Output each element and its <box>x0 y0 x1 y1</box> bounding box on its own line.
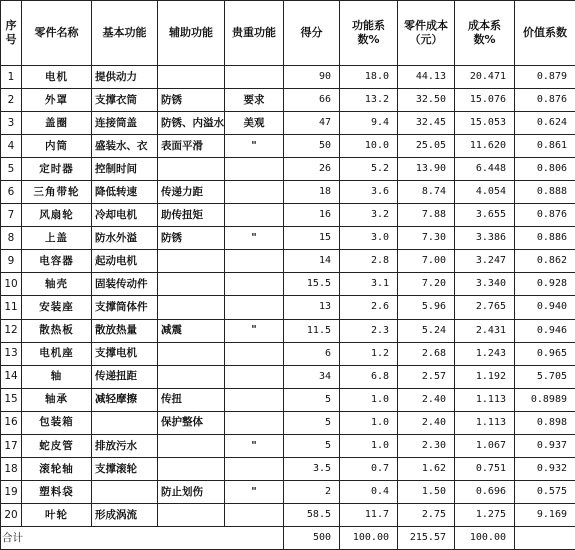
cell-value-coef: 0.937 <box>515 434 575 457</box>
cell-value-coef: 0.879 <box>515 66 575 89</box>
cell-index: 20 <box>1 503 22 526</box>
table-row <box>1 250 575 273</box>
cell-score: 5 <box>284 388 340 411</box>
table-row <box>1 319 575 342</box>
cell-part-cost: 13.90 <box>398 158 455 181</box>
cell-value-coef: 9.169 <box>515 503 575 526</box>
header-function-coef: 功能系数% <box>340 1 398 66</box>
cell-part-cost: 44.13 <box>398 66 455 89</box>
table-body <box>1 66 575 550</box>
cell-part-name: 三角带轮 <box>22 181 92 204</box>
total-cost-coef: 100.00 <box>455 526 515 549</box>
cell-value-coef: 0.886 <box>515 227 575 250</box>
cell-score: 6 <box>284 342 340 365</box>
table-row <box>1 365 575 388</box>
cell-expensive-function <box>225 158 284 181</box>
table-row <box>1 135 575 158</box>
total-part-cost: 215.57 <box>398 526 455 549</box>
total-label: 合计 <box>1 526 284 549</box>
cell-part-cost: 25.05 <box>398 135 455 158</box>
cell-expensive-function <box>225 457 284 480</box>
cell-index: 10 <box>1 273 22 296</box>
cell-basic-function: 传递扭距 <box>92 365 158 388</box>
cell-value-coef: 0.876 <box>515 89 575 112</box>
cell-index: 19 <box>1 480 22 503</box>
cell-part-cost: 8.74 <box>398 181 455 204</box>
cell-basic-function: 防水外溢 <box>92 227 158 250</box>
cell-index: 2 <box>1 89 22 112</box>
cell-aux-function: 保护整体 <box>158 411 225 434</box>
cell-part-cost: 32.50 <box>398 89 455 112</box>
cell-score: 11.5 <box>284 319 340 342</box>
cell-score: 58.5 <box>284 503 340 526</box>
cell-function-coef: 5.2 <box>340 158 398 181</box>
cell-expensive-function <box>225 365 284 388</box>
cell-cost-coef: 1.067 <box>455 434 515 457</box>
cell-expensive-function <box>225 342 284 365</box>
cell-cost-coef: 20.471 <box>455 66 515 89</box>
cell-aux-function <box>158 365 225 388</box>
cell-score: 15 <box>284 227 340 250</box>
cell-cost-coef: 3.386 <box>455 227 515 250</box>
cell-cost-coef: 15.053 <box>455 112 515 135</box>
header-cost-coef: 成本系数% <box>455 1 515 66</box>
cell-part-cost: 2.40 <box>398 388 455 411</box>
cell-score: 2 <box>284 480 340 503</box>
cell-basic-function: 提供动力 <box>92 66 158 89</box>
cell-part-name: 风扇轮 <box>22 204 92 227</box>
cell-function-coef: 1.0 <box>340 411 398 434</box>
cell-function-coef: 1.0 <box>340 434 398 457</box>
cell-basic-function: 减轻摩擦 <box>92 388 158 411</box>
cell-expensive-function: 要求 <box>225 89 284 112</box>
header-basic-function: 基本功能 <box>92 1 158 66</box>
cell-aux-function <box>158 296 225 319</box>
cell-part-name: 上盖 <box>22 227 92 250</box>
cell-cost-coef: 2.765 <box>455 296 515 319</box>
cell-cost-coef: 0.696 <box>455 480 515 503</box>
cell-aux-function: 助传扭矩 <box>158 204 225 227</box>
cell-value-coef: 0.575 <box>515 480 575 503</box>
header-score: 得分 <box>284 1 340 66</box>
cell-aux-function <box>158 273 225 296</box>
cell-part-cost: 32.45 <box>398 112 455 135</box>
cell-expensive-function <box>225 66 284 89</box>
cell-part-name: 电容器 <box>22 250 92 273</box>
cell-score: 5 <box>284 434 340 457</box>
cell-index: 7 <box>1 204 22 227</box>
cell-index: 6 <box>1 181 22 204</box>
cell-index: 8 <box>1 227 22 250</box>
table-row <box>1 503 575 526</box>
cell-score: 15.5 <box>284 273 340 296</box>
cell-part-name: 安装座 <box>22 296 92 319</box>
cell-basic-function: 排放污水 <box>92 434 158 457</box>
cell-cost-coef: 15.076 <box>455 89 515 112</box>
cell-expensive-function: 美观 <box>225 112 284 135</box>
cell-score: 16 <box>284 204 340 227</box>
cell-index: 16 <box>1 411 22 434</box>
cell-part-cost: 7.88 <box>398 204 455 227</box>
table-row <box>1 411 575 434</box>
cell-aux-function <box>158 434 225 457</box>
table-row <box>1 273 575 296</box>
cell-expensive-function: " <box>225 434 284 457</box>
cell-basic-function: 支撑电机 <box>92 342 158 365</box>
cell-cost-coef: 1.243 <box>455 342 515 365</box>
cell-basic-function: 盛装水、衣 <box>92 135 158 158</box>
cell-score: 66 <box>284 89 340 112</box>
cell-basic-function: 散放热量 <box>92 319 158 342</box>
cell-index: 1 <box>1 66 22 89</box>
table-row <box>1 388 575 411</box>
cell-function-coef: 0.7 <box>340 457 398 480</box>
cell-function-coef: 3.2 <box>340 204 398 227</box>
header-expensive-function: 贵重功能 <box>225 1 284 66</box>
cell-aux-function <box>158 66 225 89</box>
table-row <box>1 480 575 503</box>
cell-index: 13 <box>1 342 22 365</box>
cell-part-name: 轴壳 <box>22 273 92 296</box>
cell-part-cost: 5.96 <box>398 296 455 319</box>
cell-expensive-function: " <box>225 135 284 158</box>
cell-value-coef: 0.940 <box>515 296 575 319</box>
cell-aux-function: 防锈、内溢水 <box>158 112 225 135</box>
cell-part-name: 内筒 <box>22 135 92 158</box>
cell-part-name: 散热板 <box>22 319 92 342</box>
cell-basic-function: 控制时间 <box>92 158 158 181</box>
cell-function-coef: 2.8 <box>340 250 398 273</box>
cell-function-coef: 2.3 <box>340 319 398 342</box>
cell-function-coef: 2.6 <box>340 296 398 319</box>
cell-expensive-function <box>225 181 284 204</box>
cell-part-name: 电机 <box>22 66 92 89</box>
cell-value-coef: 0.8989 <box>515 388 575 411</box>
cell-expensive-function <box>225 250 284 273</box>
cell-part-cost: 7.00 <box>398 250 455 273</box>
cell-function-coef: 10.0 <box>340 135 398 158</box>
cell-basic-function: 连接筒盖 <box>92 112 158 135</box>
cell-part-name: 定时器 <box>22 158 92 181</box>
table-row <box>1 66 575 89</box>
cell-value-coef: 0.946 <box>515 319 575 342</box>
total-score: 500 <box>284 526 340 549</box>
cell-cost-coef: 3.655 <box>455 204 515 227</box>
cell-expensive-function <box>225 388 284 411</box>
cell-part-name: 轴承 <box>22 388 92 411</box>
table-row <box>1 296 575 319</box>
cell-basic-function <box>92 480 158 503</box>
cell-part-name: 叶轮 <box>22 503 92 526</box>
cell-value-coef: 5.705 <box>515 365 575 388</box>
cell-cost-coef: 1.275 <box>455 503 515 526</box>
cell-part-name: 盖圈 <box>22 112 92 135</box>
table-row <box>1 181 575 204</box>
total-function-coef: 100.00 <box>340 526 398 549</box>
table-total-row <box>1 526 575 549</box>
cell-part-cost: 2.75 <box>398 503 455 526</box>
header-index: 序号 <box>1 1 22 66</box>
cell-score: 14 <box>284 250 340 273</box>
cell-value-coef: 0.624 <box>515 112 575 135</box>
cell-function-coef: 3.6 <box>340 181 398 204</box>
cell-value-coef: 0.888 <box>515 181 575 204</box>
cell-part-cost: 7.30 <box>398 227 455 250</box>
cell-function-coef: 1.2 <box>340 342 398 365</box>
cell-part-cost: 5.24 <box>398 319 455 342</box>
table-row <box>1 457 575 480</box>
header-part-cost: 零件成本（元） <box>398 1 455 66</box>
cell-index: 9 <box>1 250 22 273</box>
cell-score: 50 <box>284 135 340 158</box>
cell-value-coef: 0.876 <box>515 204 575 227</box>
cell-basic-function: 起动电机 <box>92 250 158 273</box>
table-row <box>1 112 575 135</box>
cell-aux-function: 防止划伤 <box>158 480 225 503</box>
cell-cost-coef: 1.113 <box>455 411 515 434</box>
cell-expensive-function: " <box>225 480 284 503</box>
cell-basic-function <box>92 411 158 434</box>
cell-cost-coef: 0.751 <box>455 457 515 480</box>
cell-expensive-function <box>225 411 284 434</box>
cell-index: 4 <box>1 135 22 158</box>
table-row <box>1 204 575 227</box>
cell-score: 13 <box>284 296 340 319</box>
cell-function-coef: 1.0 <box>340 388 398 411</box>
cell-aux-function: 表面平滑 <box>158 135 225 158</box>
cell-score: 26 <box>284 158 340 181</box>
cell-expensive-function: " <box>225 319 284 342</box>
cell-part-cost: 7.20 <box>398 273 455 296</box>
cell-cost-coef: 4.054 <box>455 181 515 204</box>
table-header <box>1 1 575 66</box>
cell-index: 12 <box>1 319 22 342</box>
cell-value-coef: 0.898 <box>515 411 575 434</box>
table-row <box>1 89 575 112</box>
cell-value-coef: 0.806 <box>515 158 575 181</box>
cell-value-coef: 0.928 <box>515 273 575 296</box>
cell-part-cost: 2.30 <box>398 434 455 457</box>
cell-function-coef: 6.8 <box>340 365 398 388</box>
cell-aux-function: 防锈 <box>158 89 225 112</box>
cell-part-name: 电机座 <box>22 342 92 365</box>
cell-part-name: 轴 <box>22 365 92 388</box>
cell-score: 34 <box>284 365 340 388</box>
cell-score: 47 <box>284 112 340 135</box>
cell-basic-function: 降低转速 <box>92 181 158 204</box>
cell-part-name: 包装箱 <box>22 411 92 434</box>
table-row <box>1 227 575 250</box>
cell-expensive-function <box>225 503 284 526</box>
cell-cost-coef: 3.340 <box>455 273 515 296</box>
cell-basic-function: 支撑滚轮 <box>92 457 158 480</box>
cell-index: 17 <box>1 434 22 457</box>
cell-aux-function <box>158 158 225 181</box>
cell-function-coef: 0.4 <box>340 480 398 503</box>
cell-basic-function: 固装传动件 <box>92 273 158 296</box>
cell-part-cost: 1.50 <box>398 480 455 503</box>
cell-expensive-function <box>225 296 284 319</box>
cell-basic-function: 冷却电机 <box>92 204 158 227</box>
table-row <box>1 434 575 457</box>
cell-index: 3 <box>1 112 22 135</box>
table-row <box>1 342 575 365</box>
cell-function-coef: 3.1 <box>340 273 398 296</box>
cell-score: 5 <box>284 411 340 434</box>
cell-basic-function: 支撑衣筒 <box>92 89 158 112</box>
cell-score: 3.5 <box>284 457 340 480</box>
cell-function-coef: 9.4 <box>340 112 398 135</box>
cell-part-cost: 2.40 <box>398 411 455 434</box>
header-aux-function: 辅助功能 <box>158 1 225 66</box>
cell-part-cost: 2.57 <box>398 365 455 388</box>
cell-cost-coef: 6.448 <box>455 158 515 181</box>
cell-aux-function <box>158 457 225 480</box>
cell-score: 90 <box>284 66 340 89</box>
cell-part-name: 蛇皮管 <box>22 434 92 457</box>
cell-function-coef: 18.0 <box>340 66 398 89</box>
cell-value-coef: 0.861 <box>515 135 575 158</box>
total-value-coef <box>515 526 575 549</box>
table-row <box>1 158 575 181</box>
header-value-coef: 价值系数 <box>515 1 575 66</box>
cell-value-coef: 0.932 <box>515 457 575 480</box>
cell-aux-function: 传扭 <box>158 388 225 411</box>
cell-part-cost: 2.68 <box>398 342 455 365</box>
cell-expensive-function <box>225 273 284 296</box>
cell-value-coef: 0.965 <box>515 342 575 365</box>
cell-part-name: 滚轮轴 <box>22 457 92 480</box>
cell-index: 18 <box>1 457 22 480</box>
cell-index: 14 <box>1 365 22 388</box>
cell-expensive-function <box>225 204 284 227</box>
cell-cost-coef: 11.620 <box>455 135 515 158</box>
cell-aux-function <box>158 503 225 526</box>
cell-basic-function: 形成涡流 <box>92 503 158 526</box>
cell-aux-function: 减震 <box>158 319 225 342</box>
cell-cost-coef: 2.431 <box>455 319 515 342</box>
cell-cost-coef: 3.247 <box>455 250 515 273</box>
cell-aux-function <box>158 342 225 365</box>
cell-function-coef: 13.2 <box>340 89 398 112</box>
cell-aux-function: 传递力距 <box>158 181 225 204</box>
cell-expensive-function: " <box>225 227 284 250</box>
cell-aux-function <box>158 250 225 273</box>
cell-index: 15 <box>1 388 22 411</box>
cell-value-coef: 0.862 <box>515 250 575 273</box>
cell-function-coef: 11.7 <box>340 503 398 526</box>
cell-aux-function: 防锈 <box>158 227 225 250</box>
cell-cost-coef: 1.113 <box>455 388 515 411</box>
cell-cost-coef: 1.192 <box>455 365 515 388</box>
header-part-name: 零件名称 <box>22 1 92 66</box>
cell-part-name: 外罩 <box>22 89 92 112</box>
cell-score: 18 <box>284 181 340 204</box>
cell-basic-function: 支撑筒体件 <box>92 296 158 319</box>
cell-part-cost: 1.62 <box>398 457 455 480</box>
cell-function-coef: 3.0 <box>340 227 398 250</box>
cell-part-name: 塑料袋 <box>22 480 92 503</box>
cell-index: 11 <box>1 296 22 319</box>
cell-index: 5 <box>1 158 22 181</box>
